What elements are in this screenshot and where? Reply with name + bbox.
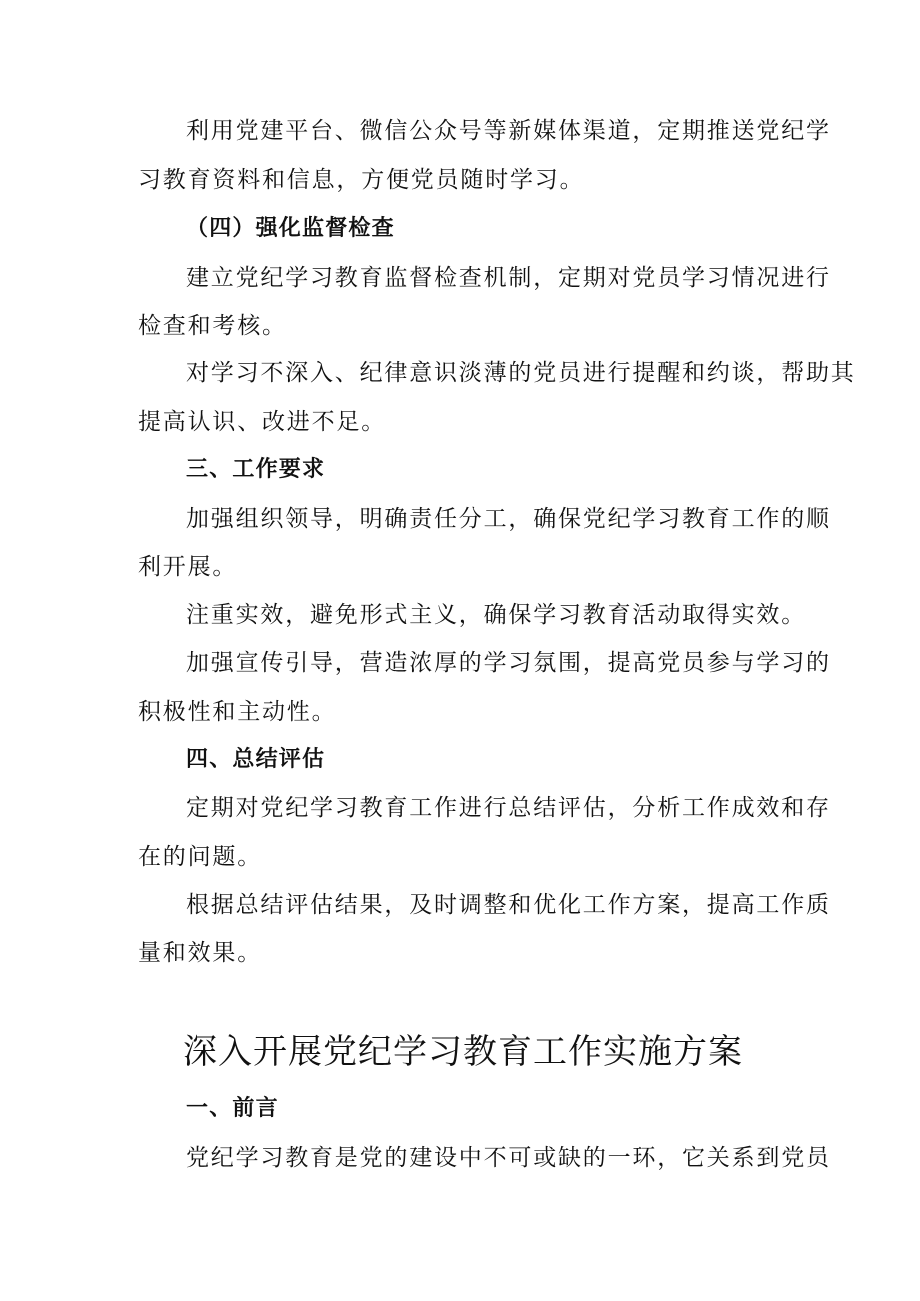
paragraph-line: 利用党建平台、微信公众号等新媒体渠道，定期推送党纪学 [186, 118, 831, 144]
paragraph-line: 在的问题。 [138, 844, 262, 870]
paragraph-line: 积极性和主动性。 [138, 699, 337, 725]
document-title: 深入开展党纪学习教育工作实施方案 [183, 1032, 743, 1072]
paragraph-line: 检查和考核。 [138, 313, 287, 339]
paragraph-line: 提高认识、改进不足。 [138, 409, 386, 435]
paragraph-line: 定期对党纪学习教育工作进行总结评估，分析工作成效和存 [186, 795, 831, 821]
paragraph-line: 习教育资料和信息，方便党员随时学习。 [138, 167, 585, 193]
section-heading: 四、总结评估 [186, 747, 326, 772]
paragraph-line: 根据总结评估结果，及时调整和优化工作方案，提高工作质 [186, 892, 831, 918]
paragraph-line: 量和效果。 [138, 940, 262, 966]
section-heading: （四）强化监督检查 [186, 216, 395, 241]
paragraph-line: 建立党纪学习教育监督检查机制，定期对党员学习情况进行 [186, 265, 831, 291]
paragraph-line: 对学习不深入、纪律意识淡薄的党员进行提醒和约谈，帮助其 [186, 360, 856, 386]
section-heading: 一、前言 [186, 1096, 279, 1121]
paragraph-line: 加强组织领导，明确责任分工，确保党纪学习教育工作的顺 [186, 506, 831, 532]
paragraph-line: 党纪学习教育是党的建设中不可或缺的一环，它关系到党员 [186, 1145, 831, 1171]
paragraph-line: 注重实效，避免形式主义，确保学习教育活动取得实效。 [186, 602, 806, 628]
paragraph-line: 加强宣传引导，营造浓厚的学习氛围，提高党员参与学习的 [186, 650, 831, 676]
section-heading: 三、工作要求 [186, 457, 326, 482]
paragraph-line: 利开展。 [138, 554, 238, 580]
